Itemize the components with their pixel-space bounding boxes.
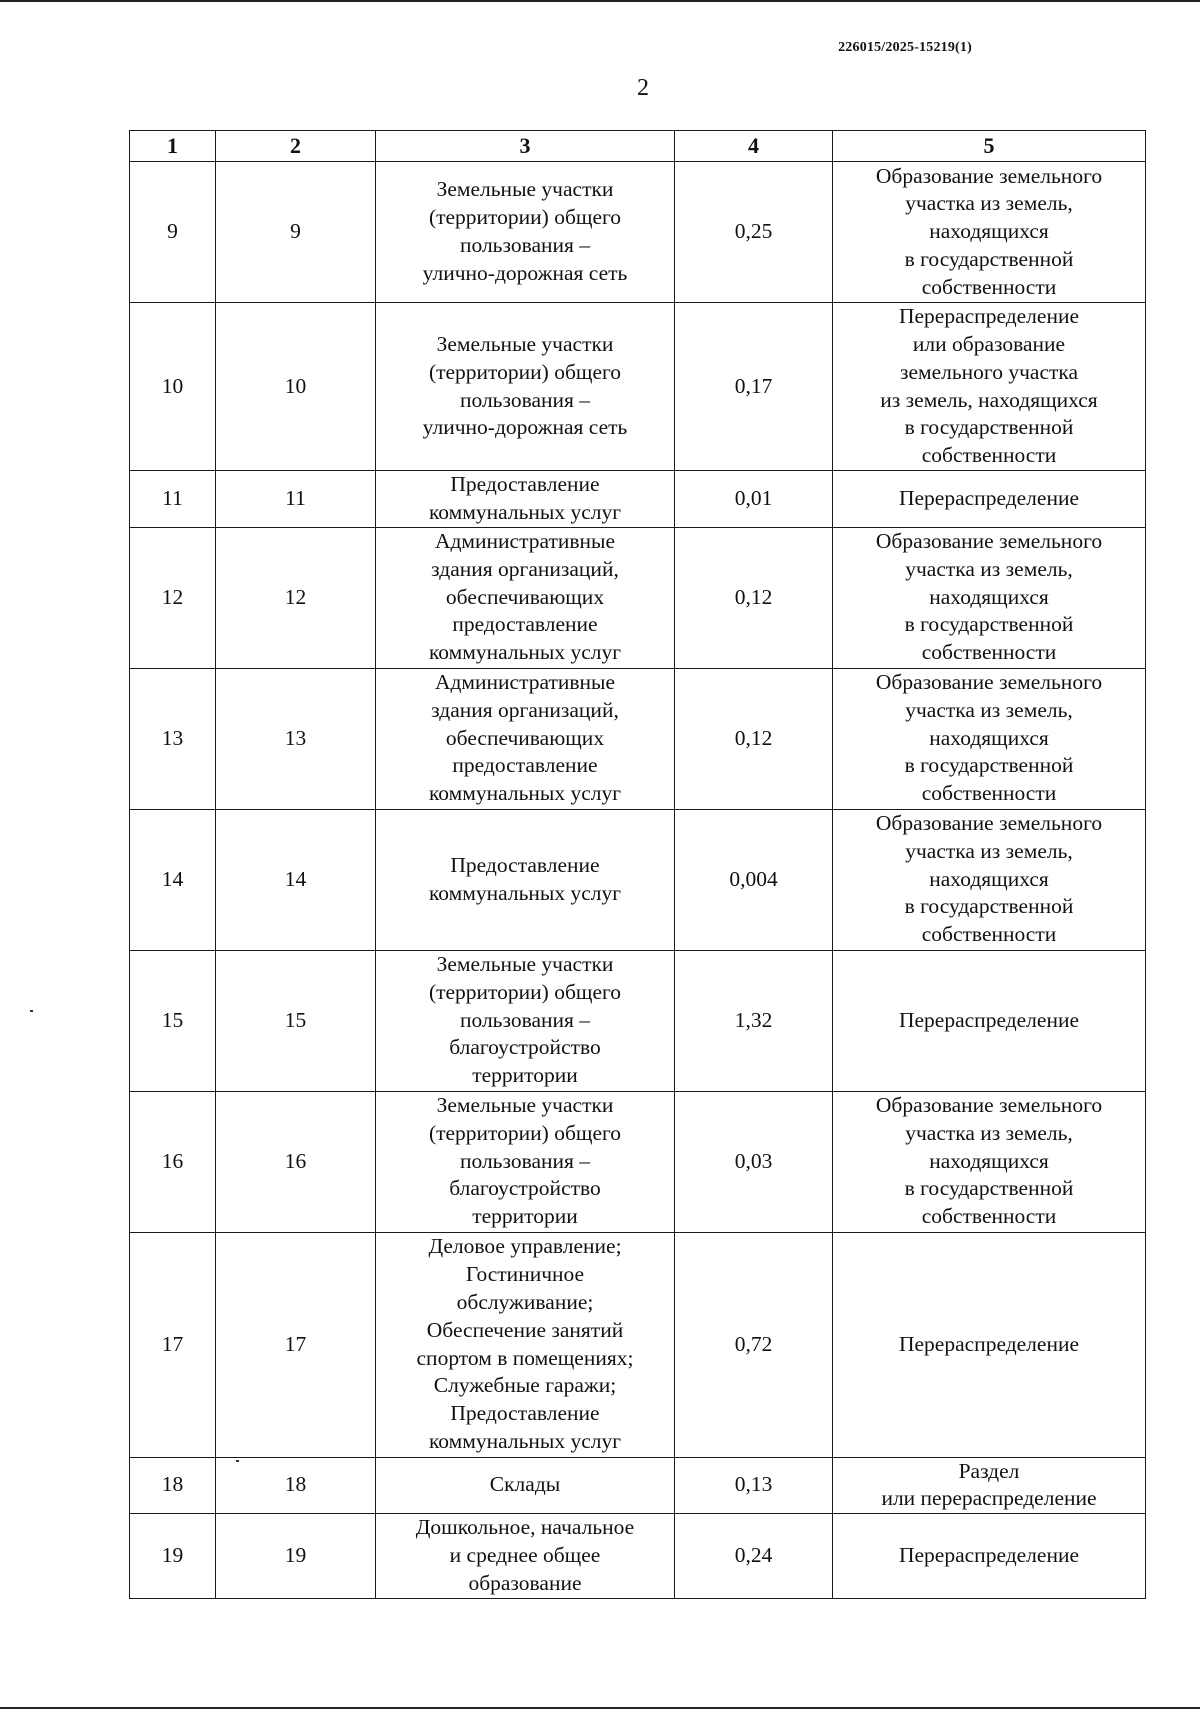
- cell-area: 0,12: [675, 527, 833, 668]
- cell-plot-number: 15: [216, 950, 376, 1091]
- table-row: [130, 950, 1146, 1091]
- cell-text: Перераспределение: [898, 1331, 1080, 1356]
- cell-text: Предоставление коммунальных услуг: [428, 852, 622, 905]
- cell-land-use: [376, 1232, 675, 1457]
- cell-land-use: [376, 1457, 675, 1514]
- cell-plot-number: 9: [216, 162, 376, 303]
- cell-text: Образование земельного участка из земель, находящихся в государственной собственности: [875, 529, 1103, 665]
- cell-area: 1,32: [675, 950, 833, 1091]
- cell-text: Земельные участки (территории) общего пользования – улично-дорожная сеть: [422, 331, 628, 440]
- table-row: [130, 1091, 1146, 1232]
- cell-row-number: 18: [130, 1457, 216, 1514]
- cell-area: 0,004: [675, 809, 833, 950]
- cell-row-number: 19: [130, 1514, 216, 1598]
- cell-plot-number: 19: [216, 1514, 376, 1598]
- cell-text: Земельные участки (территории) общего пользования – благоустройство территории: [428, 1093, 622, 1229]
- cell-row-number: 16: [130, 1091, 216, 1232]
- cell-row-number: 11: [130, 471, 216, 528]
- column-header: 1: [130, 131, 216, 162]
- scan-top-border: [0, 0, 1200, 2]
- cell-row-number: 13: [130, 668, 216, 809]
- cell-area: 0,13: [675, 1457, 833, 1514]
- cell-area: 0,01: [675, 471, 833, 528]
- cell-area: 0,24: [675, 1514, 833, 1598]
- table-row: [130, 668, 1146, 809]
- cell-formation-method: [833, 527, 1146, 668]
- cell-land-use: [376, 471, 675, 528]
- cell-plot-number: 12: [216, 527, 376, 668]
- cell-formation-method: [833, 1232, 1146, 1457]
- cell-row-number: 15: [130, 950, 216, 1091]
- column-header: 3: [376, 131, 675, 162]
- cell-text: Деловое управление; Гостиничное обслуживание; Обеспечение занятий спортом в помещениях; Служебные гаражи; Предоставление коммунальных услуг: [416, 1234, 634, 1453]
- land-plots-table: [129, 130, 1146, 1599]
- cell-text: Земельные участки (территории) общего пользования – улично-дорожная сеть: [422, 177, 628, 285]
- cell-plot-number: 11: [216, 471, 376, 528]
- cell-text: Образование земельного участка из земель, находящихся в государственной собственности: [875, 811, 1103, 947]
- table-row: [130, 1232, 1146, 1457]
- cell-plot-number: 10: [216, 303, 376, 471]
- cell-land-use: [376, 162, 675, 303]
- cell-text: Перераспределение или образование земельного участка из земель, находящихся в государственной собственности: [880, 304, 1098, 468]
- cell-row-number: 9: [130, 162, 216, 303]
- cell-formation-method: [833, 1514, 1146, 1598]
- cell-area: 0,03: [675, 1091, 833, 1232]
- column-header: 2: [216, 131, 376, 162]
- cell-land-use: [376, 950, 675, 1091]
- cell-formation-method: [833, 1091, 1146, 1232]
- scan-speck: [30, 1010, 33, 1012]
- table-row: [130, 527, 1146, 668]
- cell-row-number: 17: [130, 1232, 216, 1457]
- table-row: [130, 809, 1146, 950]
- cell-plot-number: 18: [216, 1457, 376, 1514]
- cell-text: Административные здания организаций, обеспечивающих предоставление коммунальных услуг: [428, 670, 622, 806]
- scan-bottom-border: [0, 1707, 1200, 1709]
- cell-text: Образование земельного участка из земель, находящихся в государственной собственности: [875, 163, 1103, 299]
- cell-land-use: [376, 809, 675, 950]
- cell-text: Образование земельного участка из земель, находящихся в государственной собственности: [875, 670, 1103, 806]
- cell-formation-method: [833, 471, 1146, 528]
- cell-text: Раздел или перераспределение: [881, 1458, 1097, 1511]
- cell-formation-method: [833, 162, 1146, 303]
- cell-text: Перераспределение: [898, 1542, 1080, 1567]
- table-header-row: [130, 131, 1146, 162]
- cell-row-number: 12: [130, 527, 216, 668]
- cell-text: Образование земельного участка из земель, находящихся в государственной собственности: [875, 1093, 1103, 1229]
- cell-area: 0,12: [675, 668, 833, 809]
- cell-text: Перераспределение: [898, 1007, 1080, 1032]
- cell-row-number: 10: [130, 303, 216, 471]
- document-number: 226015/2025-15219(1): [838, 40, 972, 55]
- table-row: [130, 1514, 1146, 1598]
- table-row: [130, 162, 1146, 303]
- cell-text: Дошкольное, начальное и среднее общее образование: [415, 1515, 635, 1595]
- cell-land-use: [376, 668, 675, 809]
- cell-land-use: [376, 1514, 675, 1598]
- cell-area: 0,25: [675, 162, 833, 303]
- cell-row-number: 14: [130, 809, 216, 950]
- cell-land-use: [376, 1091, 675, 1232]
- cell-area: 0,72: [675, 1232, 833, 1457]
- cell-formation-method: [833, 809, 1146, 950]
- cell-land-use: [376, 527, 675, 668]
- cell-formation-method: [833, 303, 1146, 471]
- table-row: [130, 471, 1146, 528]
- cell-plot-number: 14: [216, 809, 376, 950]
- table-row: [130, 1457, 1146, 1514]
- cell-text: Земельные участки (территории) общего пользования – благоустройство территории: [428, 952, 622, 1088]
- column-header: 4: [675, 131, 833, 162]
- cell-area: 0,17: [675, 303, 833, 471]
- cell-formation-method: [833, 950, 1146, 1091]
- cell-plot-number: 17: [216, 1232, 376, 1457]
- table-row: [130, 303, 1146, 471]
- cell-land-use: [376, 303, 675, 471]
- column-header: 5: [833, 131, 1146, 162]
- cell-text: Предоставление коммунальных услуг: [428, 472, 622, 524]
- cell-formation-method: [833, 1457, 1146, 1514]
- cell-formation-method: [833, 668, 1146, 809]
- cell-text: Склады: [489, 1472, 561, 1497]
- cell-plot-number: 16: [216, 1091, 376, 1232]
- page-number: 2: [637, 75, 649, 101]
- cell-text: Перераспределение: [898, 485, 1080, 510]
- cell-plot-number: 13: [216, 668, 376, 809]
- cell-text: Административные здания организаций, обеспечивающих предоставление коммунальных услуг: [428, 529, 622, 665]
